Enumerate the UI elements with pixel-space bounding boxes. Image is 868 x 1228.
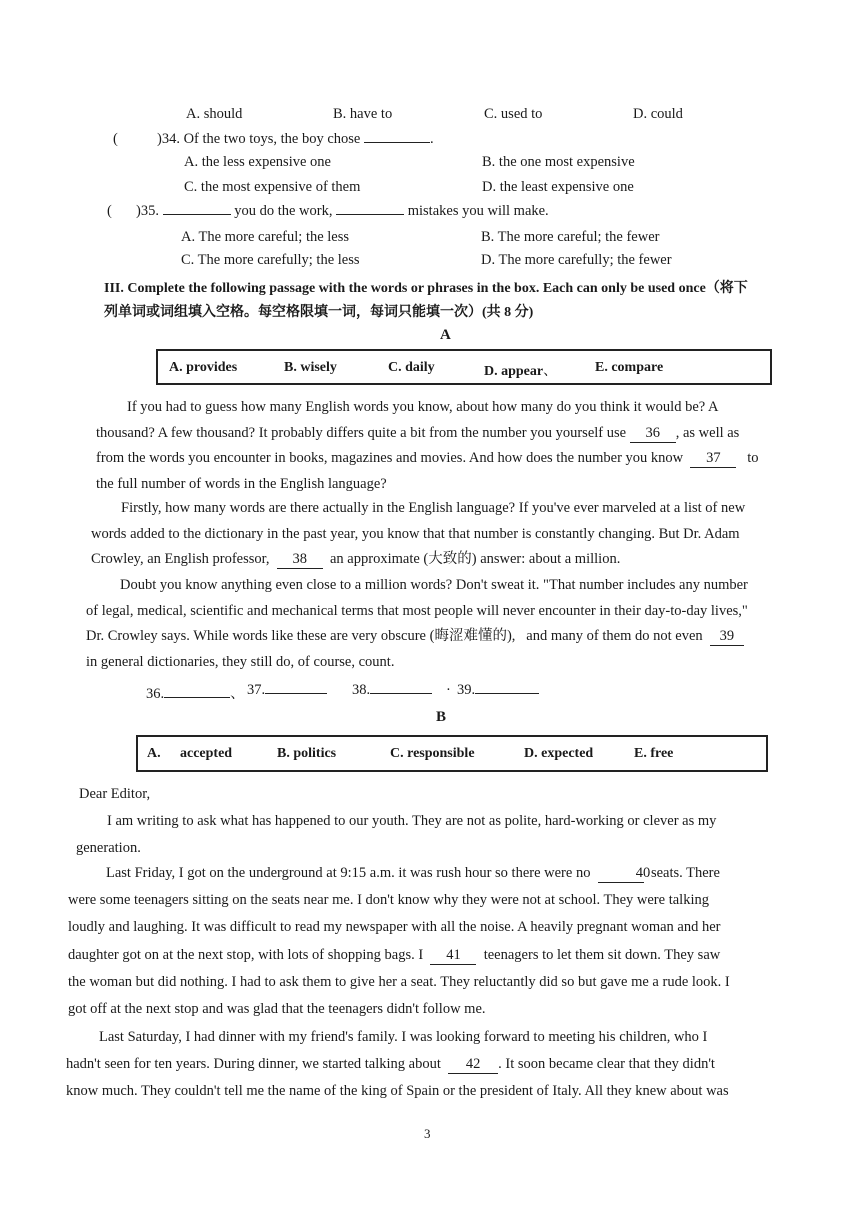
text-line xyxy=(66,1051,800,1078)
answer-36 xyxy=(146,682,245,703)
passage-a-paragraph-2 xyxy=(91,496,800,573)
text-span: to xyxy=(747,450,759,466)
text-span: from the words you encounter in books, magazines and movies. And how does the number you know xyxy=(96,450,684,466)
q35-num: )35. xyxy=(136,203,159,219)
q33-option-b: B. have to xyxy=(333,106,393,122)
q35-option-c: C. The more carefully; the less xyxy=(181,252,360,268)
text-span: an approximate (大致的) answer: about a million. xyxy=(330,551,621,567)
q33-option-d: D. could xyxy=(633,106,683,122)
word-box-b-option-b: B. politics xyxy=(277,746,337,761)
q33-option-c: C. used to xyxy=(484,106,543,122)
word-box-b-option-d: D. expected xyxy=(524,746,594,761)
word-box-a-option-e: E. compare xyxy=(595,360,664,375)
word-box-b-option-c: C. responsible xyxy=(390,746,475,761)
text-line: Firstly, how many words are there actually in the English language? If you've ever marveled at a list of new xyxy=(121,500,746,516)
text-line: generation. xyxy=(76,840,141,856)
text-span: , as well as xyxy=(675,424,740,441)
answer-number: 39. xyxy=(457,682,476,698)
q34-answer-paren: ( xyxy=(113,131,118,147)
q35-blank-1 xyxy=(163,214,231,215)
text-line: of legal, medical, scientific and mechanical terms that most people will never encounter in their day-to-day lives," xyxy=(86,602,748,619)
q35-option-b: B. The more careful; the fewer xyxy=(481,229,660,245)
answer-mark-dot: · xyxy=(446,682,451,698)
q35-answer-paren: ( xyxy=(107,203,112,219)
answer-blank xyxy=(370,693,432,694)
q35-stem xyxy=(136,203,549,220)
answer-number: 37. xyxy=(247,682,266,698)
text-line xyxy=(86,624,800,650)
text-line: If you had to guess how many English words you know, about how many do you think it would be? A xyxy=(127,399,719,415)
word-box-a-option-b: B. wisely xyxy=(284,360,337,375)
blank-39: 39 xyxy=(710,628,744,646)
passage-b-word-box xyxy=(136,735,768,772)
passage-b-paragraph-2 xyxy=(68,860,800,1023)
passage-a-paragraph-3 xyxy=(86,573,800,675)
word-box-a-stray-mark: 、 xyxy=(543,364,558,379)
text-line: got off at the next stop and was glad that the teenagers didn't follow me. xyxy=(68,1001,486,1018)
text-line: the full number of words in the English language? xyxy=(96,475,387,492)
q35-option-d: D. The more carefully; the fewer xyxy=(481,252,672,268)
page-number: 3 xyxy=(424,1126,431,1141)
text-span: Crowley, an English professor, xyxy=(91,551,270,567)
q34-blank xyxy=(364,142,430,143)
text-line xyxy=(96,421,800,447)
q35-stem-mid: you do the work, xyxy=(234,203,333,219)
q35-blank-2 xyxy=(336,214,404,215)
q34-option-d: D. the least expensive one xyxy=(482,179,634,195)
text-line: Doubt you know anything even close to a million words? Don't sweat it. "That number includes any number xyxy=(120,577,748,593)
answer-blank xyxy=(265,693,327,694)
q34-stem-text: )34. Of the two toys, the boy chose xyxy=(157,131,361,147)
passage-a-word-box xyxy=(156,349,772,385)
text-span: . It soon became clear that they didn't xyxy=(498,1056,715,1072)
q33-option-a: A. should xyxy=(186,106,243,122)
text-line: words added to the dictionary in the past year, you know that that number is constantly changing. But Dr. Adam xyxy=(91,525,740,542)
answer-mark: 、 xyxy=(230,686,245,702)
answer-37 xyxy=(247,682,327,699)
text-span: hadn't seen for ten years. During dinner, we started talking about xyxy=(66,1056,441,1072)
passage-a-label: A xyxy=(440,327,451,343)
blank-42: 42 xyxy=(448,1056,498,1074)
passage-b-paragraph-3 xyxy=(66,1024,800,1105)
word-box-a-option-d-text: D. appear xyxy=(484,364,544,379)
passage-b-paragraph-1 xyxy=(76,808,800,862)
letter-greeting: Dear Editor, xyxy=(79,786,151,802)
text-line xyxy=(96,446,800,472)
text-span: daughter got on at the next stop, with lots of shopping bags. I xyxy=(68,946,424,963)
passage-a-paragraph-1 xyxy=(96,395,800,497)
passage-b-label: B xyxy=(436,709,447,725)
blank-40: 40 xyxy=(598,865,644,883)
text-line xyxy=(91,547,800,573)
q34-stem-end: . xyxy=(430,131,434,147)
answer-blank xyxy=(475,693,539,694)
blank-38: 38 xyxy=(277,551,323,569)
text-span: Last Friday, I got on the underground at 9:15 a.m. it was rush hour so there were no xyxy=(106,865,591,881)
q34-stem xyxy=(157,131,434,148)
word-box-a-option-d xyxy=(484,360,557,380)
text-line: loudly and laughing. It was difficult to read my newspaper with all the noise. A heavily pregnant woman and her xyxy=(68,919,721,936)
text-span: teenagers to let them sit down. They saw xyxy=(483,946,721,963)
answer-38 xyxy=(352,682,432,699)
q34-option-b: B. the one most expensive xyxy=(482,154,635,170)
word-box-a-option-a: A. provides xyxy=(169,360,238,375)
word-box-b-letter-a: A. xyxy=(147,746,161,761)
word-box-a-option-c: C. daily xyxy=(388,360,435,375)
text-line xyxy=(68,942,800,969)
answer-blank xyxy=(164,697,230,698)
q34-option-a: A. the less expensive one xyxy=(184,154,331,170)
answer-39 xyxy=(457,682,539,699)
text-span: and many of them do not even xyxy=(526,628,703,644)
answer-number: 38. xyxy=(352,682,371,698)
word-box-b-option-a: accepted xyxy=(180,746,233,761)
text-line: know much. They couldn't tell me the name of the king of Spain or the president of Italy. All they knew about was xyxy=(66,1083,729,1099)
text-line: Last Saturday, I had dinner with my friend's family. I was looking forward to meeting his children, who I xyxy=(99,1029,708,1045)
word-box-b-option-e: E. free xyxy=(634,746,674,761)
text-line: I am writing to ask what has happened to our youth. They are not as polite, hard-working or clever as my xyxy=(107,813,717,829)
section-3-instruction-line-1: III. Complete the following passage with the words or phrases in the box. Each can only be used once（将下 xyxy=(104,281,748,296)
text-line: the woman but did nothing. I had to ask them to give her a seat. They reluctantly did so but gave me a rude look. I xyxy=(68,973,730,990)
blank-41: 41 xyxy=(430,947,476,965)
text-span: thousand? A few thousand? It probably differs quite a bit from the number you yourself use xyxy=(96,424,627,441)
blank-37: 37 xyxy=(690,450,736,468)
q35-stem-end: mistakes you will make. xyxy=(407,203,549,219)
text-line: were some teenagers sitting on the seats near me. I don't know why they were not at school. They were talking xyxy=(68,892,709,909)
blank-36: 36 xyxy=(630,425,676,443)
text-span: seats. There xyxy=(650,865,720,881)
text-span: Dr. Crowley says. While words like these are very obscure (晦涩难懂的), xyxy=(86,628,516,644)
section-3-instruction-line-2: 列单词或词组填入空格。每空格限填一词，每词只能填一次）(共 8 分) xyxy=(104,305,534,320)
text-line: in general dictionaries, they still do, of course, count. xyxy=(86,653,395,670)
q35-option-a: A. The more careful; the less xyxy=(181,229,350,245)
q34-option-c: C. the most expensive of them xyxy=(184,179,361,195)
answer-number: 36. xyxy=(146,686,165,702)
text-line xyxy=(68,860,800,887)
